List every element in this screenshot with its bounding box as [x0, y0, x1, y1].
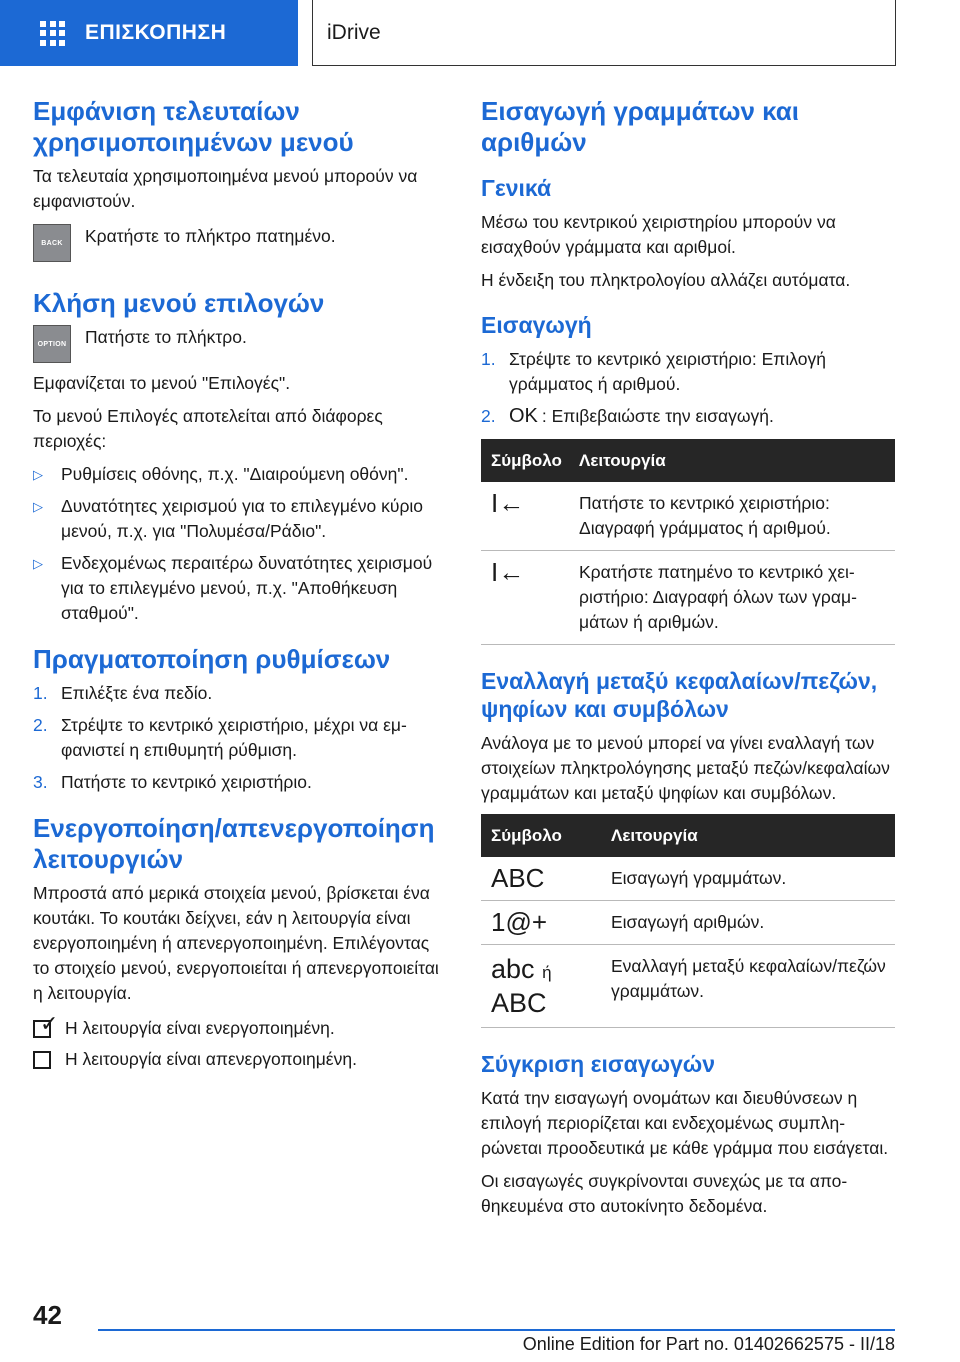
option-button-instruction — [33, 325, 445, 363]
instruction-text: Πατήστε το πλήκτρο. — [85, 327, 247, 347]
paragraph: Το μενού Επιλογές αποτελείται από διάφορες περιοχές: — [33, 406, 383, 451]
step-list — [33, 681, 445, 795]
list-item: 2. OK : Επιβεβαιώστε την εισαγωγή. — [481, 405, 774, 427]
step-list — [481, 347, 895, 429]
checked-box-icon: ✓ — [33, 1020, 51, 1038]
table-row: ABC Εισαγωγή γραμμάτων. — [481, 857, 895, 901]
numbers-symbol-icon: 1@+ — [481, 901, 601, 945]
footer-divider — [98, 1329, 895, 1331]
instruction-text: Κρατήστε το πλήκτρο πατημένο. — [85, 226, 336, 246]
chapter-title: iDrive — [327, 20, 381, 44]
paragraph: Εμφανίζεται το μενού "Επιλογές". — [33, 373, 291, 393]
subsection-title-general: Γενικά — [481, 175, 552, 201]
subsection-title-entry: Εισαγωγή — [481, 312, 592, 338]
subsection-title-case-switch: Εναλλαγή μεταξύ κεφαλαίων/πεζών, ψηφίων και συμβόλων — [481, 668, 878, 722]
left-column — [33, 96, 445, 1078]
checkbox-on-row: ✓ Η λειτουργία είναι ενεργοποιημένη. — [33, 1016, 445, 1041]
page-number: 42 — [33, 1300, 62, 1330]
option-key-icon: OPTION — [33, 325, 71, 363]
table-row: abc ή ABC Εναλλαγή μεταξύ κεφαλαίων/πεζών γραμμάτων. — [481, 945, 895, 1028]
overview-tab[interactable] — [0, 0, 298, 66]
list-item: 1. Επιλέξτε ένα πεδίο. — [33, 683, 213, 703]
triangle-bullet-icon: ▷ — [33, 467, 43, 482]
paragraph: Ανάλογα με το μενού μπορεί να γίνει εναλλαγή των στοιχείων πληκτρολόγησης μεταξύ πεζών/κεφαλαίων γραμμάτων και μεταξύ ψηφίων και συμβόλων. — [481, 733, 890, 803]
case-switch-symbol-icon: abc ή ABC — [481, 945, 601, 1028]
ok-symbol-icon: OK — [509, 405, 538, 427]
list-item: 2. Στρέψτε το κεντρικό χειριστήριο, μέχρι να εμφανιστεί η επιθυμητή ρύθμιση. — [33, 715, 407, 760]
table-header-symbol: Σύμβολο — [481, 439, 569, 482]
paragraph: Οι εισαγωγές συγκρίνονται συνεχώς με τα αποθηκευμένα στο αυτοκίνητο δεδομένα. — [481, 1171, 848, 1216]
section-title-toggle-functions: Ενεργοποίηση/απενεργοποίηση λειτουργιών — [33, 813, 435, 874]
section-title-options-menu: Κλήση μενού επιλογών — [33, 288, 325, 318]
checkbox-off-row: Η λειτουργία είναι απενεργοποιημένη. — [33, 1047, 445, 1072]
list-item: ▷ Ρυθμίσεις οθόνης, π.χ. "Διαιρούμενη οθόνη". — [33, 462, 445, 487]
table-header-function: Λειτουργία — [601, 814, 895, 857]
letters-symbol-icon: ABC — [481, 857, 601, 901]
chapter-title-box — [312, 0, 896, 66]
delete-symbol-icon: I← — [481, 482, 569, 551]
triangle-bullet-icon: ▷ — [33, 556, 43, 571]
bullet-list — [33, 462, 445, 626]
input-mode-table — [481, 814, 895, 1028]
back-key-icon: BACK — [33, 224, 71, 262]
subsection-title-compare: Σύγκριση εισαγωγών — [481, 1051, 716, 1077]
section-title-text-entry: Εισαγωγή γραμμάτων και αριθμών — [481, 96, 800, 157]
unchecked-box-icon — [33, 1051, 51, 1069]
paragraph: Τα τελευταία χρησιμοποιημένα μενού μπορούν να εμφανιστούν. — [33, 166, 418, 211]
edition-text: Online Edition for Part no. 01402662575 - II/18 — [522, 1334, 895, 1354]
table-row: 1@+ Εισαγωγή αριθμών. — [481, 901, 895, 945]
section-title-settings: Πραγματοποίηση ρυθμίσεων — [33, 644, 391, 674]
back-button-instruction — [33, 224, 445, 262]
table-header-symbol: Σύμβολο — [481, 814, 601, 857]
list-item: 3. Πατήστε το κεντρικό χειριστήριο. — [33, 772, 312, 792]
delete-symbol-icon: I← — [481, 551, 569, 645]
paragraph: Κατά την εισαγωγή ονομάτων και διευθύνσεων η επιλογή περιορίζεται και ενδεχομένως συμπληρώνεται προοδευτικά με κάθε γράμμα που εισάγεται. — [481, 1088, 889, 1158]
grid-menu-icon — [40, 21, 65, 46]
section-title-last-menus: Εμφάνιση τελευταίων χρησιμοποιημένων μενού — [33, 96, 354, 157]
right-column — [481, 96, 895, 1227]
paragraph: Η ένδειξη του πληκτρολογίου αλλάζει αυτόματα. — [481, 270, 851, 290]
delete-symbol-table — [481, 439, 895, 645]
paragraph: Μέσω του κεντρικού χειριστηρίου μπορούν να εισαχθούν γράμματα και αριθμοί. — [481, 212, 836, 257]
paragraph: Μπροστά από μερικά στοιχεία μενού, βρίσκεται ένα κουτάκι. Το κουτάκι δείχνει, εάν η λειτουργία είναι ενεργοποιημένη ή απενεργοποιημένη. Επιλέγοντας το στοιχείο μενού, ενεργοποιείται ή απενεργοποιείται η λειτουργία. — [33, 883, 439, 1003]
overview-tab-label: ΕΠΙΣΚΟΠΗΣΗ — [85, 21, 227, 44]
table-header-function: Λειτουργία — [569, 439, 895, 482]
list-item: 1. Στρέψτε το κεντρικό χειριστήριο: Επιλογή γράμματος ή αριθμού. — [481, 349, 826, 394]
table-row: I← Κρατήστε πατημένο το κεντρικό χειριστήριο: Διαγραφή όλων των γραμμάτων ή αριθμών. — [481, 551, 895, 645]
table-row: I← Πατήστε το κεντρικό χειριστήριο: Διαγραφή γράμματος ή αριθμού. — [481, 482, 895, 551]
triangle-bullet-icon: ▷ — [33, 499, 43, 514]
list-item: ▷ Ενδεχομένως περαιτέρω δυνατότητες χειρισμού για το επιλεγμένο μενού, π.χ. "Αποθήκευση σταθμού". — [33, 551, 445, 626]
list-item: ▷ Δυνατότητες χειρισμού για το επιλεγμένο κύριο μενού, π.χ. για "Πολυμέσα/Ράδιο". — [33, 494, 445, 544]
